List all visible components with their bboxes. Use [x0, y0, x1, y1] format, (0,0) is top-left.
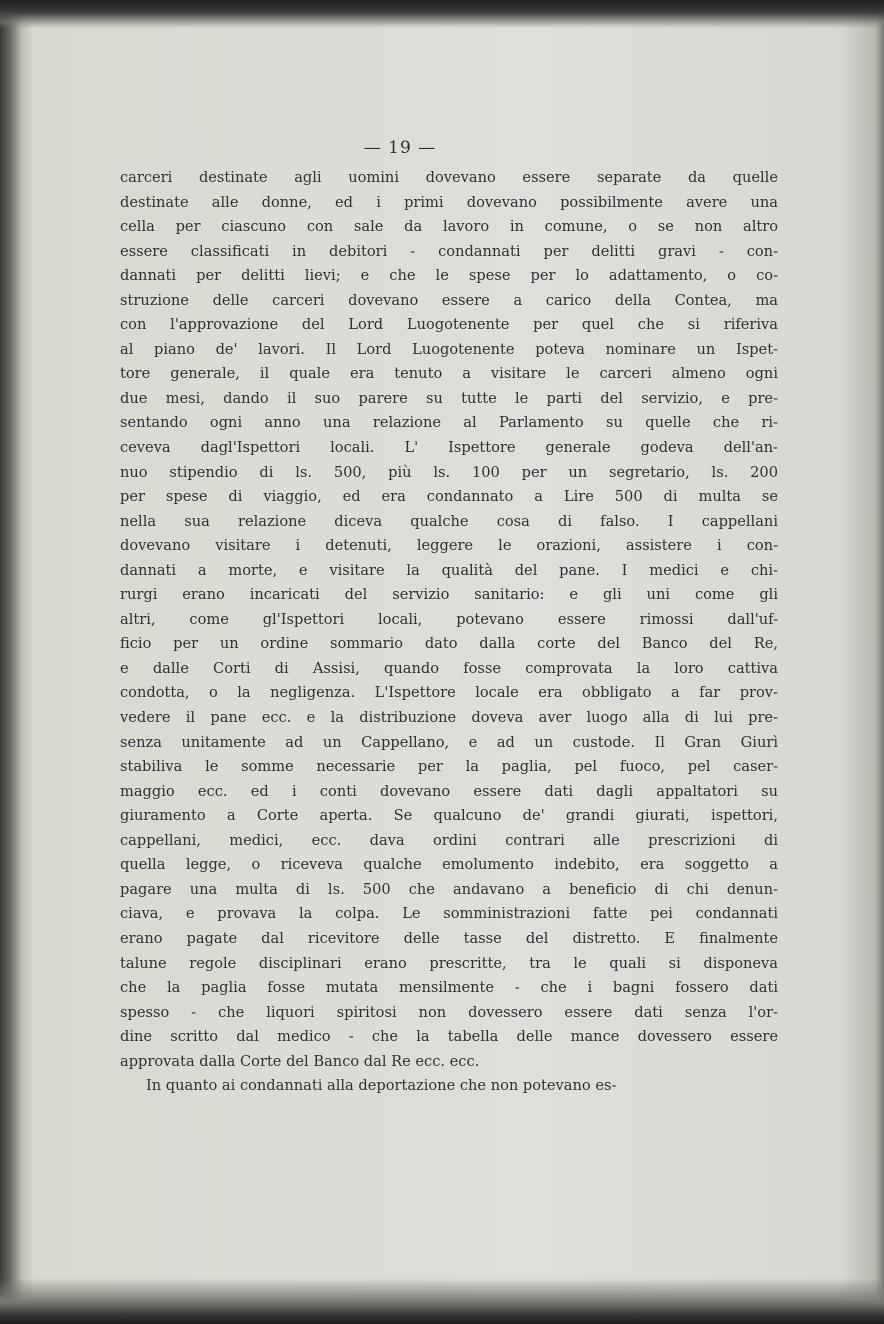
text-line: approvata dalla Corte del Banco dal Re ecc. ecc. — [120, 1052, 480, 1070]
text-line: stabiliva le somme necessarie per la paglia, pel fuoco, pel caser- — [120, 758, 778, 776]
text-line: nella sua relazione diceva qualche cosa di falso. I cappellani — [120, 512, 778, 530]
text-line: che la paglia fosse mutata mensilmente - che i bagni fossero dati — [120, 979, 778, 997]
text-line: maggio ecc. ed i conti dovevano essere dati dagli appaltatori su — [120, 782, 778, 800]
text-line: carceri destinate agli uomini dovevano essere separate da quelle — [120, 169, 778, 186]
text-line: nuo stipendio di ls. 500, più ls. 100 per un segretario, ls. 200 — [120, 463, 778, 481]
text-line: pagare una multa di ls. 500 che andavano a beneficio di chi denun- — [120, 880, 778, 898]
text-line: altri, come gl'Ispettori locali, potevano essere rimossi dall'uf- — [120, 610, 778, 628]
text-line: cappellani, medici, ecc. dava ordini contrari alle prescrizioni di — [120, 831, 778, 849]
text-line: erano pagate dal ricevitore delle tasse del distretto. E finalmente — [120, 929, 778, 947]
page-number: — 19 — — [363, 138, 437, 158]
text-line: destinate alle donne, ed i primi dovevano possibilmente avere una — [120, 193, 778, 211]
text-line: struzione delle carceri dovevano essere a carico della Contea, ma — [120, 291, 778, 309]
text-line: spesso - che liquori spiritosi non dovessero essere dati senza l'or- — [120, 1003, 778, 1021]
body-text — [120, 166, 778, 1099]
text-line: senza unitamente ad un Cappellano, e ad un custode. Il Gran Giurì — [120, 733, 778, 751]
text-line: essere classificati in debitori - condannati per delitti gravi - con- — [120, 242, 778, 260]
text-line: sentando ogni anno una relazione al Parlamento su quelle che ri- — [120, 414, 778, 432]
text-line: e dalle Corti di Assisi, quando fosse comprovata la loro cattiva — [120, 659, 778, 677]
text-line: dannati per delitti lievi; e che le spese per lo adattamento, o co- — [120, 267, 778, 285]
text-line: due mesi, dando il suo parere su tutte le parti del servizio, e pre- — [120, 389, 778, 407]
text-line: per spese di viaggio, ed era condannato a Lire 500 di multa se — [120, 488, 778, 506]
text-line: In quanto ai condannati alla deportazione che non potevano es- — [146, 1077, 617, 1095]
text-line: al piano de' lavori. Il Lord Luogotenente poteva nominare un Ispet- — [120, 340, 778, 358]
text-line: dovevano visitare i detenuti, leggere le orazioni, assistere i con- — [120, 537, 778, 555]
text-line: rurgi erano incaricati del servizio sanitario: e gli uni come gli — [120, 586, 778, 604]
text-line: dannati a morte, e visitare la qualità del pane. I medici e chi- — [120, 561, 778, 579]
text-line: talune regole disciplinari erano prescritte, tra le quali si disponeva — [120, 954, 778, 972]
text-line: quella legge, o riceveva qualche emolumento indebito, era soggetto a — [120, 856, 778, 874]
text-line: cella per ciascuno con sale da lavoro in comune, o se non altro — [120, 218, 778, 236]
text-line: condotta, o la negligenza. L'Ispettore locale era obbligato a far prov- — [120, 684, 778, 702]
text-line: dine scritto dal medico - che la tabella delle mance dovessero essere — [120, 1028, 778, 1046]
text-line: tore generale, il quale era tenuto a visitare le carceri almeno ogni — [120, 365, 778, 383]
text-line: ficio per un ordine sommario dato dalla corte del Banco del Re, — [120, 635, 778, 653]
text-line: ceveva dagl'Ispettori locali. L' Ispettore generale godeva dell'an- — [120, 439, 778, 457]
text-line: vedere il pane ecc. e la distribuzione doveva aver luogo alla di lui pre- — [120, 709, 778, 727]
text-line: ciava, e provava la colpa. Le somministrazioni fatte pei condannati — [120, 905, 778, 923]
text-line: giuramento a Corte aperta. Se qualcuno de' grandi giurati, ispettori, — [120, 807, 778, 825]
text-line: con l'approvazione del Lord Luogotenente per quel che si riferiva — [120, 316, 778, 334]
